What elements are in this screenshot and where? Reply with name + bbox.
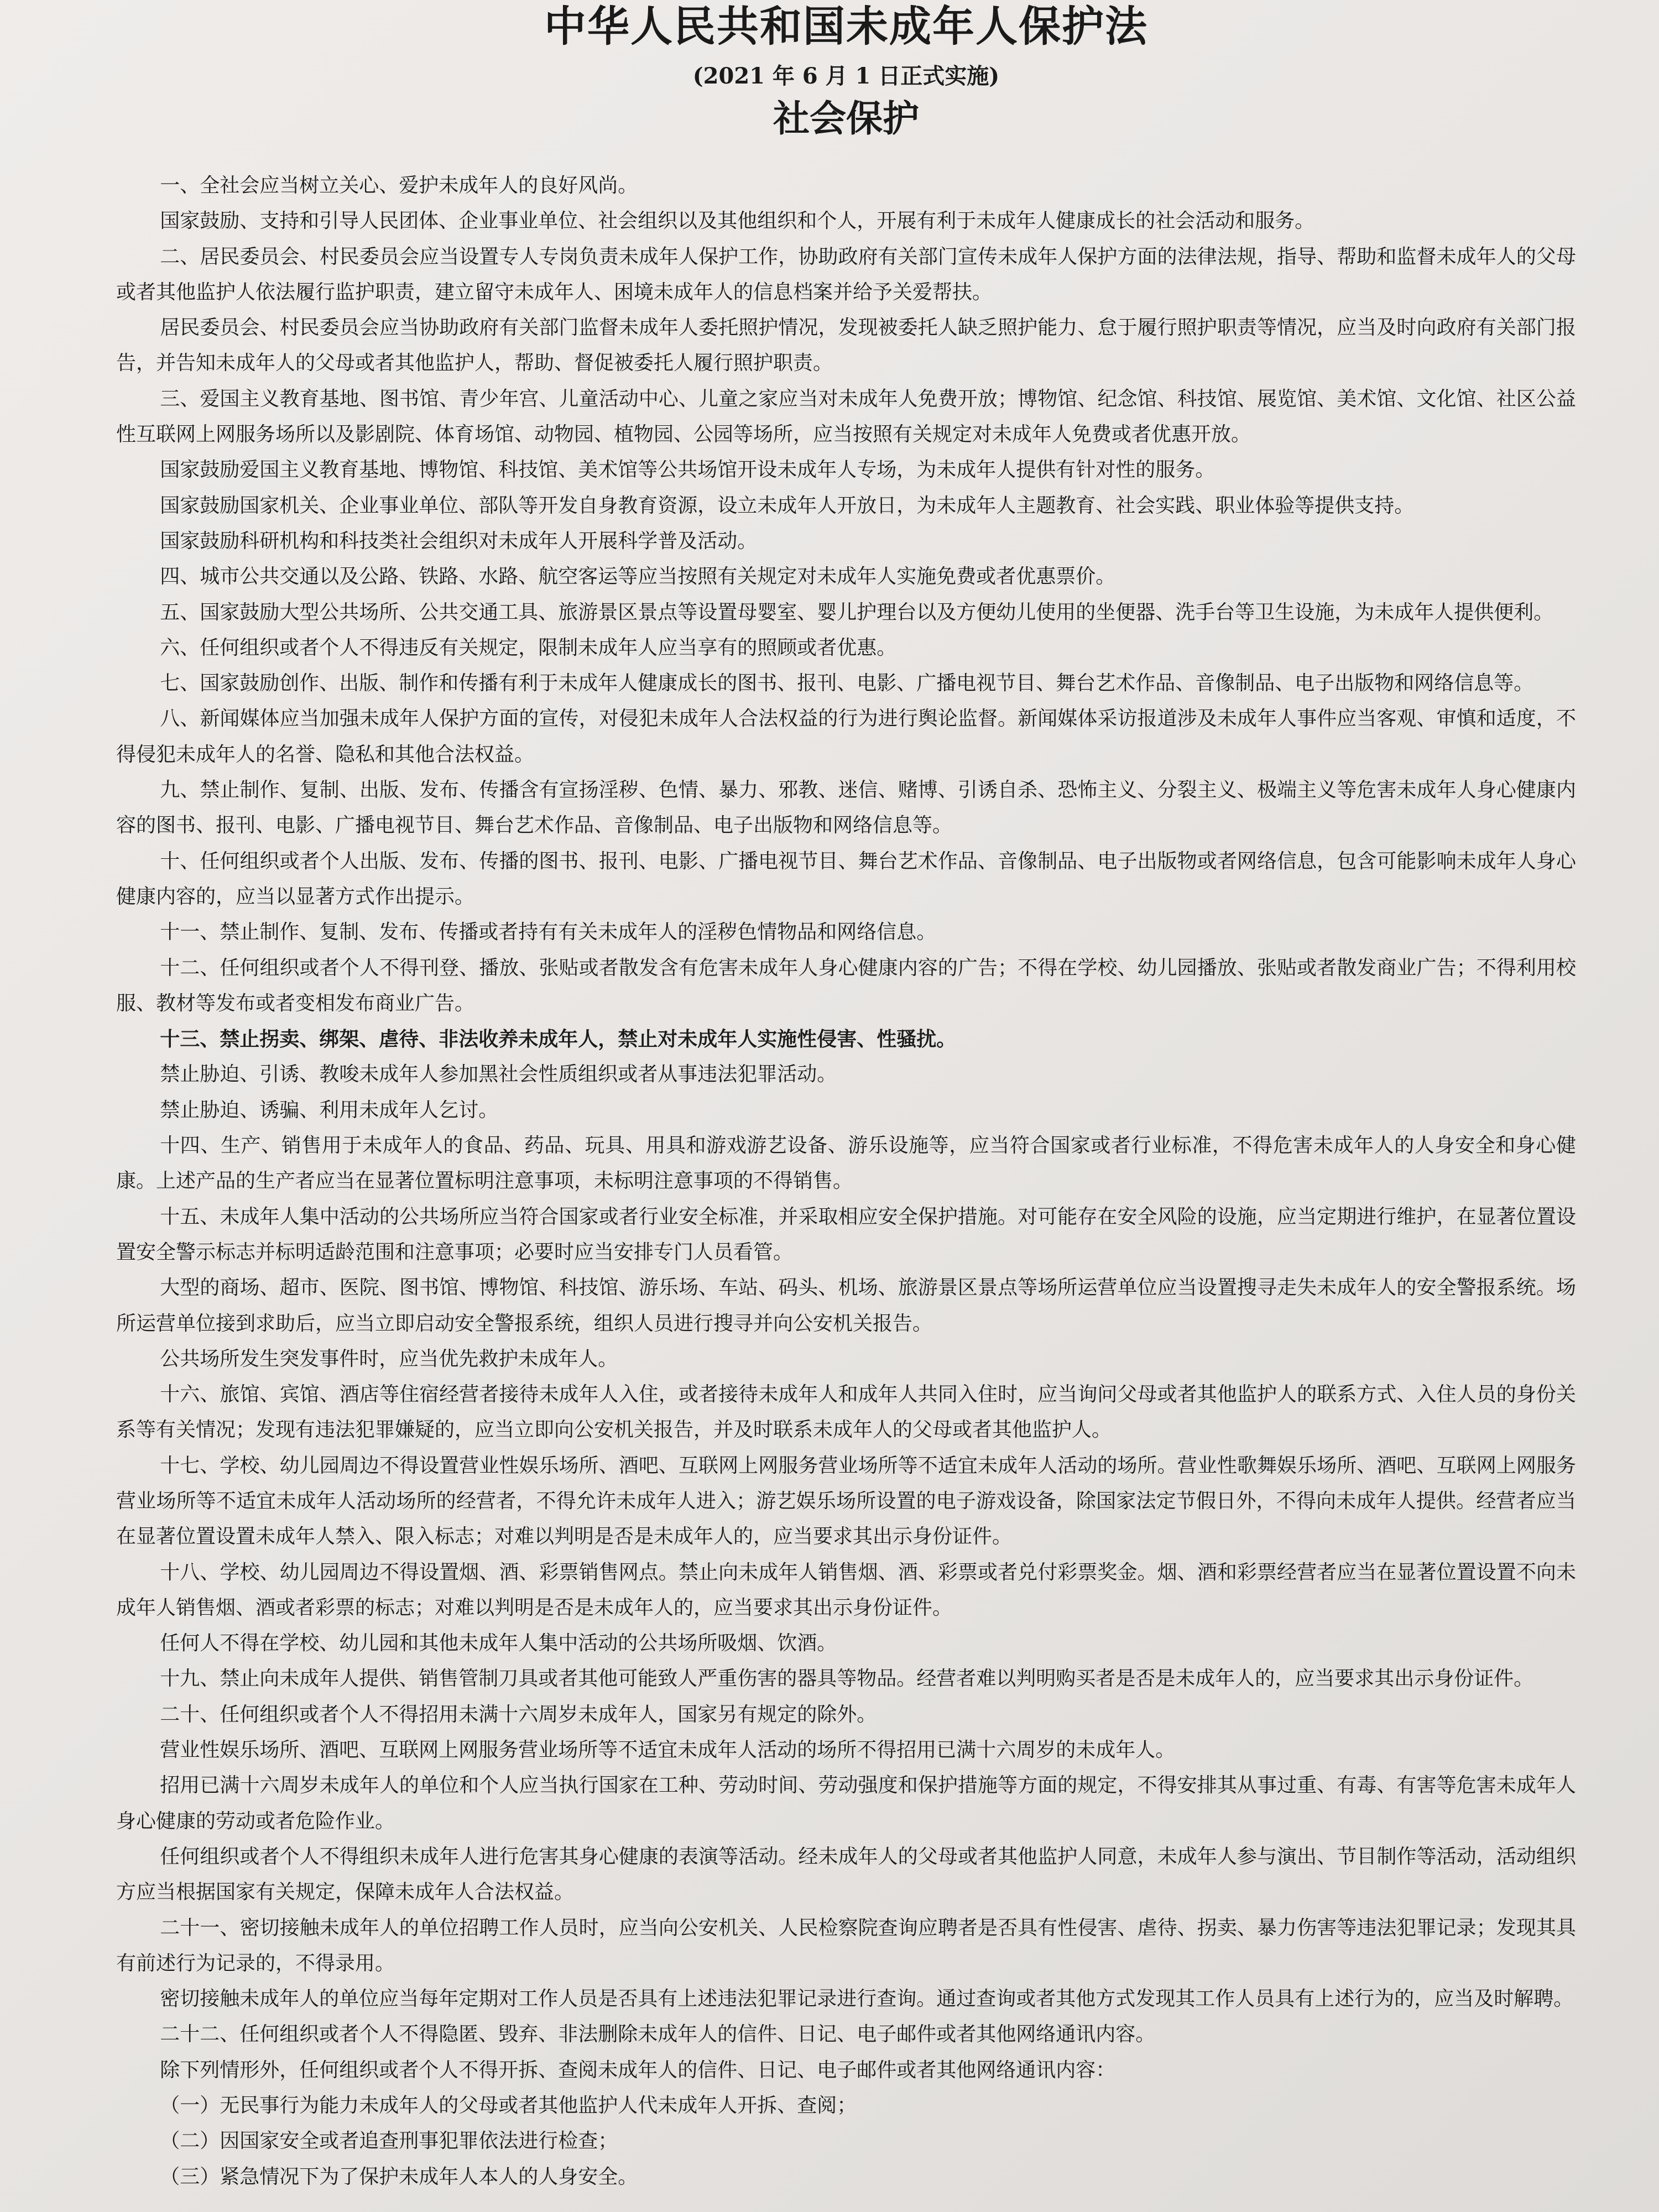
- paragraph: 十、任何组织或者个人出版、发布、传播的图书、报刊、电影、广播电视节目、舞台艺术作品、音像制品、电子出版物或者网络信息，包含可能影响未成年人身心健康内容的，应当以显著方式作出提示。: [116, 849, 1576, 908]
- paragraph: 九、禁止制作、复制、出版、发布、传播含有宣扬淫秽、色情、暴力、邪教、迷信、赌博、引诱自杀、恐怖主义、分裂主义、极端主义等危害未成年人身心健康内容的图书、报刊、电影、广播电视节目、舞台艺术作品、音像制品、电子出版物和网络信息等。: [116, 779, 1576, 837]
- paragraph: 六、任何组织或者个人不得违反有关规定，限制未成年人应当享有的照顾或者优惠。: [160, 636, 897, 659]
- paragraph: 国家鼓励、支持和引导人民团体、企业事业单位、社会组织以及其他组织和个人，开展有利于未成年人健康成长的社会活动和服务。: [160, 210, 1315, 233]
- document-title: 中华人民共和国未成年人保护法: [544, 2, 1148, 51]
- paragraph: 十九、禁止向未成年人提供、销售管制刀具或者其他可能致人严重伤害的器具等物品。经营者难以判明购买者是否是未成年人的，应当要求其出示身份证件。: [160, 1667, 1534, 1691]
- paragraph: 营业性娱乐场所、酒吧、互联网上网服务营业场所等不适宜未成年人活动的场所不得招用已满十六周岁的未成年人。: [160, 1739, 1176, 1762]
- paragraph: 三、爱国主义教育基地、图书馆、青少年宫、儿童活动中心、儿童之家应当对未成年人免费开放；博物馆、纪念馆、科技馆、展览馆、美术馆、文化馆、社区公益性互联网上网服务场所以及影剧院、体育场馆、动物园、植物园、公园等场所，应当按照有关规定对未成年人免费或者优惠开放。: [116, 387, 1576, 446]
- paragraph: 任何组织或者个人不得组织未成年人进行危害其身心健康的表演等活动。经未成年人的父母或者其他监护人同意，未成年人参与演出、节目制作等活动，活动组织方应当根据国家有关规定，保障未成年人合法权益。: [116, 1845, 1576, 1904]
- paragraph: 招用已满十六周岁未成年人的单位和个人应当执行国家在工种、劳动时间、劳动强度和保护措施等方面的规定，不得安排其从事过重、有毒、有害等危害未成年人身心健康的劳动或者危险作业。: [116, 1774, 1576, 1833]
- paragraph: 四、城市公共交通以及公路、铁路、水路、航空客运等应当按照有关规定对未成年人实施免费或者优惠票价。: [160, 565, 1116, 588]
- paragraph: 禁止胁迫、引诱、教唆未成年人参加黑社会性质组织或者从事违法犯罪活动。: [160, 1063, 837, 1086]
- paragraph: 二、居民委员会、村民委员会应当设置专人专岗负责未成年人保护工作，协助政府有关部门宣传未成年人保护方面的法律法规，指导、帮助和监督未成年人的父母或者其他监护人依法履行监护职责，建立留守未成年人、困境未成年人的信息档案并给予关爱帮扶。: [116, 245, 1576, 304]
- paragraph: 十七、学校、幼儿园周边不得设置营业性娱乐场所、酒吧、互联网上网服务营业场所等不适宜未成年人活动的场所。营业性歌舞娱乐场所、酒吧、互联网上网服务营业场所等不适宜未成年人活动场所的经营者，不得允许未成年人进入；游艺娱乐场所设置的电子游戏设备，除国家法定节假日外，不得向未成年人提供。经营者应当在显著位置设置未成年人禁入、限入标志；对难以判明是否是未成年人的，应当要求其出示身份证件。: [116, 1454, 1576, 1548]
- list-item: （一）无民事行为能力未成年人的父母或者其他监护人代未成年人开拆、查阅；: [160, 2094, 857, 2117]
- paragraph: 十八、学校、幼儿园周边不得设置烟、酒、彩票销售网点。禁止向未成年人销售烟、酒、彩票或者兑付彩票奖金。烟、酒和彩票经营者应当在显著位置设置不向未成年人销售烟、酒或者彩票的标志；对难以判明是否是未成年人的，应当要求其出示身份证件。: [116, 1561, 1576, 1619]
- paragraph: 二十二、任何组织或者个人不得隐匿、毁弃、非法删除未成年人的信件、日记、电子邮件或者其他网络通讯内容。: [160, 2023, 1156, 2046]
- paragraph: 十四、生产、销售用于未成年人的食品、药品、玩具、用具和游戏游艺设备、游乐设施等，应当符合国家或者行业标准，不得危害未成年人的人身安全和身心健康。上述产品的生产者应当在显著位置标明注意事项，未标明注意事项的不得销售。: [116, 1134, 1576, 1193]
- list-item: （二）因国家安全或者追查刑事犯罪依法进行检查；: [160, 2130, 618, 2153]
- paragraph: 七、国家鼓励创作、出版、制作和传播有利于未成年人健康成长的图书、报刊、电影、广播电视节目、舞台艺术作品、音像制品、电子出版物和网络信息等。: [160, 672, 1534, 695]
- paragraph: 八、新闻媒体应当加强未成年人保护方面的宣传，对侵犯未成年人合法权益的行为进行舆论监督。新闻媒体采访报道涉及未成年人事件应当客观、审慎和适度，不得侵犯未成年人的名誉、隐私和其他合法权益。: [116, 707, 1576, 766]
- paragraph: 二十一、密切接触未成年人的单位招聘工作人员时，应当向公安机关、人民检察院查询应聘者是否具有性侵害、虐待、拐卖、暴力伤害等违法犯罪记录；发现其具有前述行为记录的，不得录用。: [116, 1916, 1576, 1975]
- paragraph: 任何人不得在学校、幼儿园和其他未成年人集中活动的公共场所吸烟、饮酒。: [160, 1632, 837, 1655]
- document-subtitle: (2021 年 6 月 1 日正式实施): [692, 63, 1000, 89]
- paragraph: 国家鼓励国家机关、企业事业单位、部队等开发自身教育资源，设立未成年人开放日，为未成年人主题教育、社会实践、职业体验等提供支持。: [160, 494, 1415, 517]
- section-heading: 社会保护: [773, 97, 919, 140]
- paragraph: 十六、旅馆、宾馆、酒店等住宿经营者接待未成年人入住，或者接待未成年人和成年人共同入住时，应当询问父母或者其他监护人的联系方式、入住人员的身份关系等有关情况；发现有违法犯罪嫌疑的，应当立即向公安机关报告，并及时联系未成年人的父母或者其他监护人。: [116, 1383, 1576, 1442]
- document-body: [116, 168, 1576, 2195]
- paragraph: 一、全社会应当树立关心、爱护未成年人的良好风尚。: [160, 174, 638, 197]
- paragraph: 十五、未成年人集中活动的公共场所应当符合国家或者行业安全标准，并采取相应安全保护措施。对可能存在安全风险的设施，应当定期进行维护，在显著位置设置安全警示标志并标明适龄范围和注意事项；必要时应当安排专门人员看管。: [116, 1205, 1576, 1264]
- paragraph: 除下列情形外，任何组织或者个人不得开拆、查阅未成年人的信件、日记、电子邮件或者其他网络通讯内容：: [160, 2058, 1116, 2081]
- list-item: （三）紧急情况下为了保护未成年人本人的人身安全。: [160, 2165, 638, 2188]
- paragraph: 十二、任何组织或者个人不得刊登、播放、张贴或者散发含有危害未成年人身心健康内容的广告；不得在学校、幼儿园播放、张贴或者散发商业广告；不得利用校服、教材等发布或者变相发布商业广告。: [116, 956, 1576, 1015]
- paragraph: 二十、任何组织或者个人不得招用未满十六周岁未成年人，国家另有规定的除外。: [160, 1703, 877, 1726]
- paragraph: 国家鼓励科研机构和科技类社会组织对未成年人开展科学普及活动。: [160, 529, 758, 552]
- paragraph: 十三、禁止拐卖、绑架、虐待、非法收养未成年人，禁止对未成年人实施性侵害、性骚扰。: [160, 1027, 957, 1051]
- paragraph: 五、国家鼓励大型公共场所、公共交通工具、旅游景区景点等设置母婴室、婴儿护理台以及方便幼儿使用的坐便器、洗手台等卫生设施，为未成年人提供便利。: [160, 601, 1554, 624]
- paragraph: 十一、禁止制作、复制、发布、传播或者持有有关未成年人的淫秽色情物品和网络信息。: [160, 921, 937, 944]
- paragraph: 居民委员会、村民委员会应当协助政府有关部门监督未成年人委托照护情况，发现被委托人缺乏照护能力、怠于履行照护职责等情况，应当及时向政府有关部门报告，并告知未成年人的父母或者其他监护人，帮助、督促被委托人履行照护职责。: [116, 316, 1576, 375]
- paragraph: 禁止胁迫、诱骗、利用未成年人乞讨。: [160, 1098, 499, 1121]
- paragraph: 公共场所发生突发事件时，应当优先救护未成年人。: [160, 1347, 618, 1370]
- paragraph: 大型的商场、超市、医院、图书馆、博物馆、科技馆、游乐场、车站、码头、机场、旅游景区景点等场所运营单位应当设置搜寻走失未成年人的安全警报系统。场所运营单位接到求助后，应当立即启动安全警报系统，组织人员进行搜寻并向公安机关报告。: [116, 1276, 1576, 1335]
- paragraph: 国家鼓励爱国主义教育基地、博物馆、科技馆、美术馆等公共场馆开设未成年人专场，为未成年人提供有针对性的服务。: [160, 458, 1215, 482]
- paragraph: 密切接触未成年人的单位应当每年定期对工作人员是否具有上述违法犯罪记录进行查询。通过查询或者其他方式发现其工作人员具有上述行为的，应当及时解聘。: [160, 1987, 1574, 2011]
